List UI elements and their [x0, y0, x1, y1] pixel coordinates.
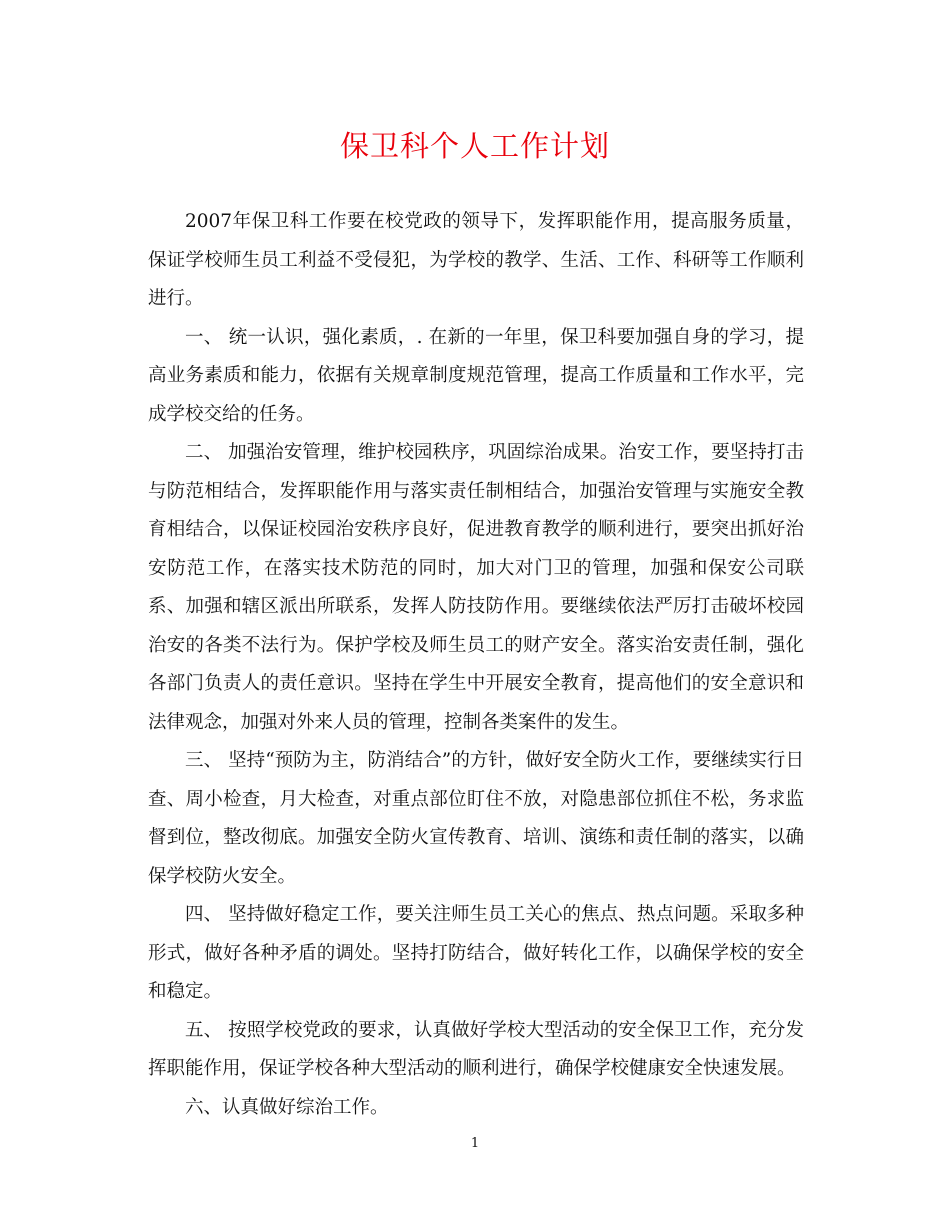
paragraph-intro: 2007年保卫科工作要在校党政的领导下，发挥职能作用，提高服务质量，保证学校师生员工利益不受侵犯，为学校的教学、生活、工作、科研等工作顺利进行。 — [148, 211, 804, 309]
paragraph-item-5: 五、 按照学校党政的要求，认真做好学校大型活动的安全保卫工作，充分发挥职能作用，保证学校各种大型活动的顺利进行，确保学校健康安全快速发展。 — [148, 1019, 804, 1079]
paragraph-item-4: 四、 坚持做好稳定工作，要关注师生员工关心的焦点、热点问题。采取多种形式，做好各种矛盾的调处。坚持打防结合，做好转化工作，以确保学校的安全和稳定。 — [148, 904, 804, 1002]
paragraph-item-1: 一、 统一认识，强化素质，. 在新的一年里，保卫科要加强自身的学习，提高业务素质和能力，依据有关规章制度规范管理，提高工作质量和工作水平，完成学校交给的任务。 — [148, 326, 804, 425]
paragraph-item-2: 二、 加强治安管理，维护校园秩序，巩固综治成果。治安工作，要坚持打击与防范相结合，发挥职能作用与落实责任制相结合，加强治安管理与实施安全教育相结合，以保证校园治安秩序良好，促进教育教学的顺利进行，要突出抓好治安防范工作，在落实技术防范的同时，加大对门卫的管理，加强和保安公司联系、加强和辖区派出所联系，发挥人防技防作用。要继续依法严厉打击破坏校园治安的各类不法行为。保护学校及师生员工的财产安全。落实治安责任制，强化各部门负责人的责任意识。坚持在学生中开展安全教育，提高他们的安全意识和法律观念，加强对外来人员的管理，控制各类案件的发生。 — [148, 442, 804, 733]
document-title: 保卫科个人工作计划 — [339, 129, 610, 163]
paragraph-item-6: 六、认真做好综治工作。 — [185, 1096, 389, 1118]
paragraph-item-3: 三、 坚持“预防为主，防消结合”的方针，做好安全防火工作，要继续实行日查、周小检查，月大检查，对重点部位盯住不放，对隐患部位抓住不松，务求监督到位，整改彻底。加强安全防火宣传教育、培训、演练和责任制的落实，以确保学校防火安全。 — [148, 750, 804, 887]
page-number: 1 — [470, 1136, 480, 1151]
document-body — [148, 203, 804, 1127]
